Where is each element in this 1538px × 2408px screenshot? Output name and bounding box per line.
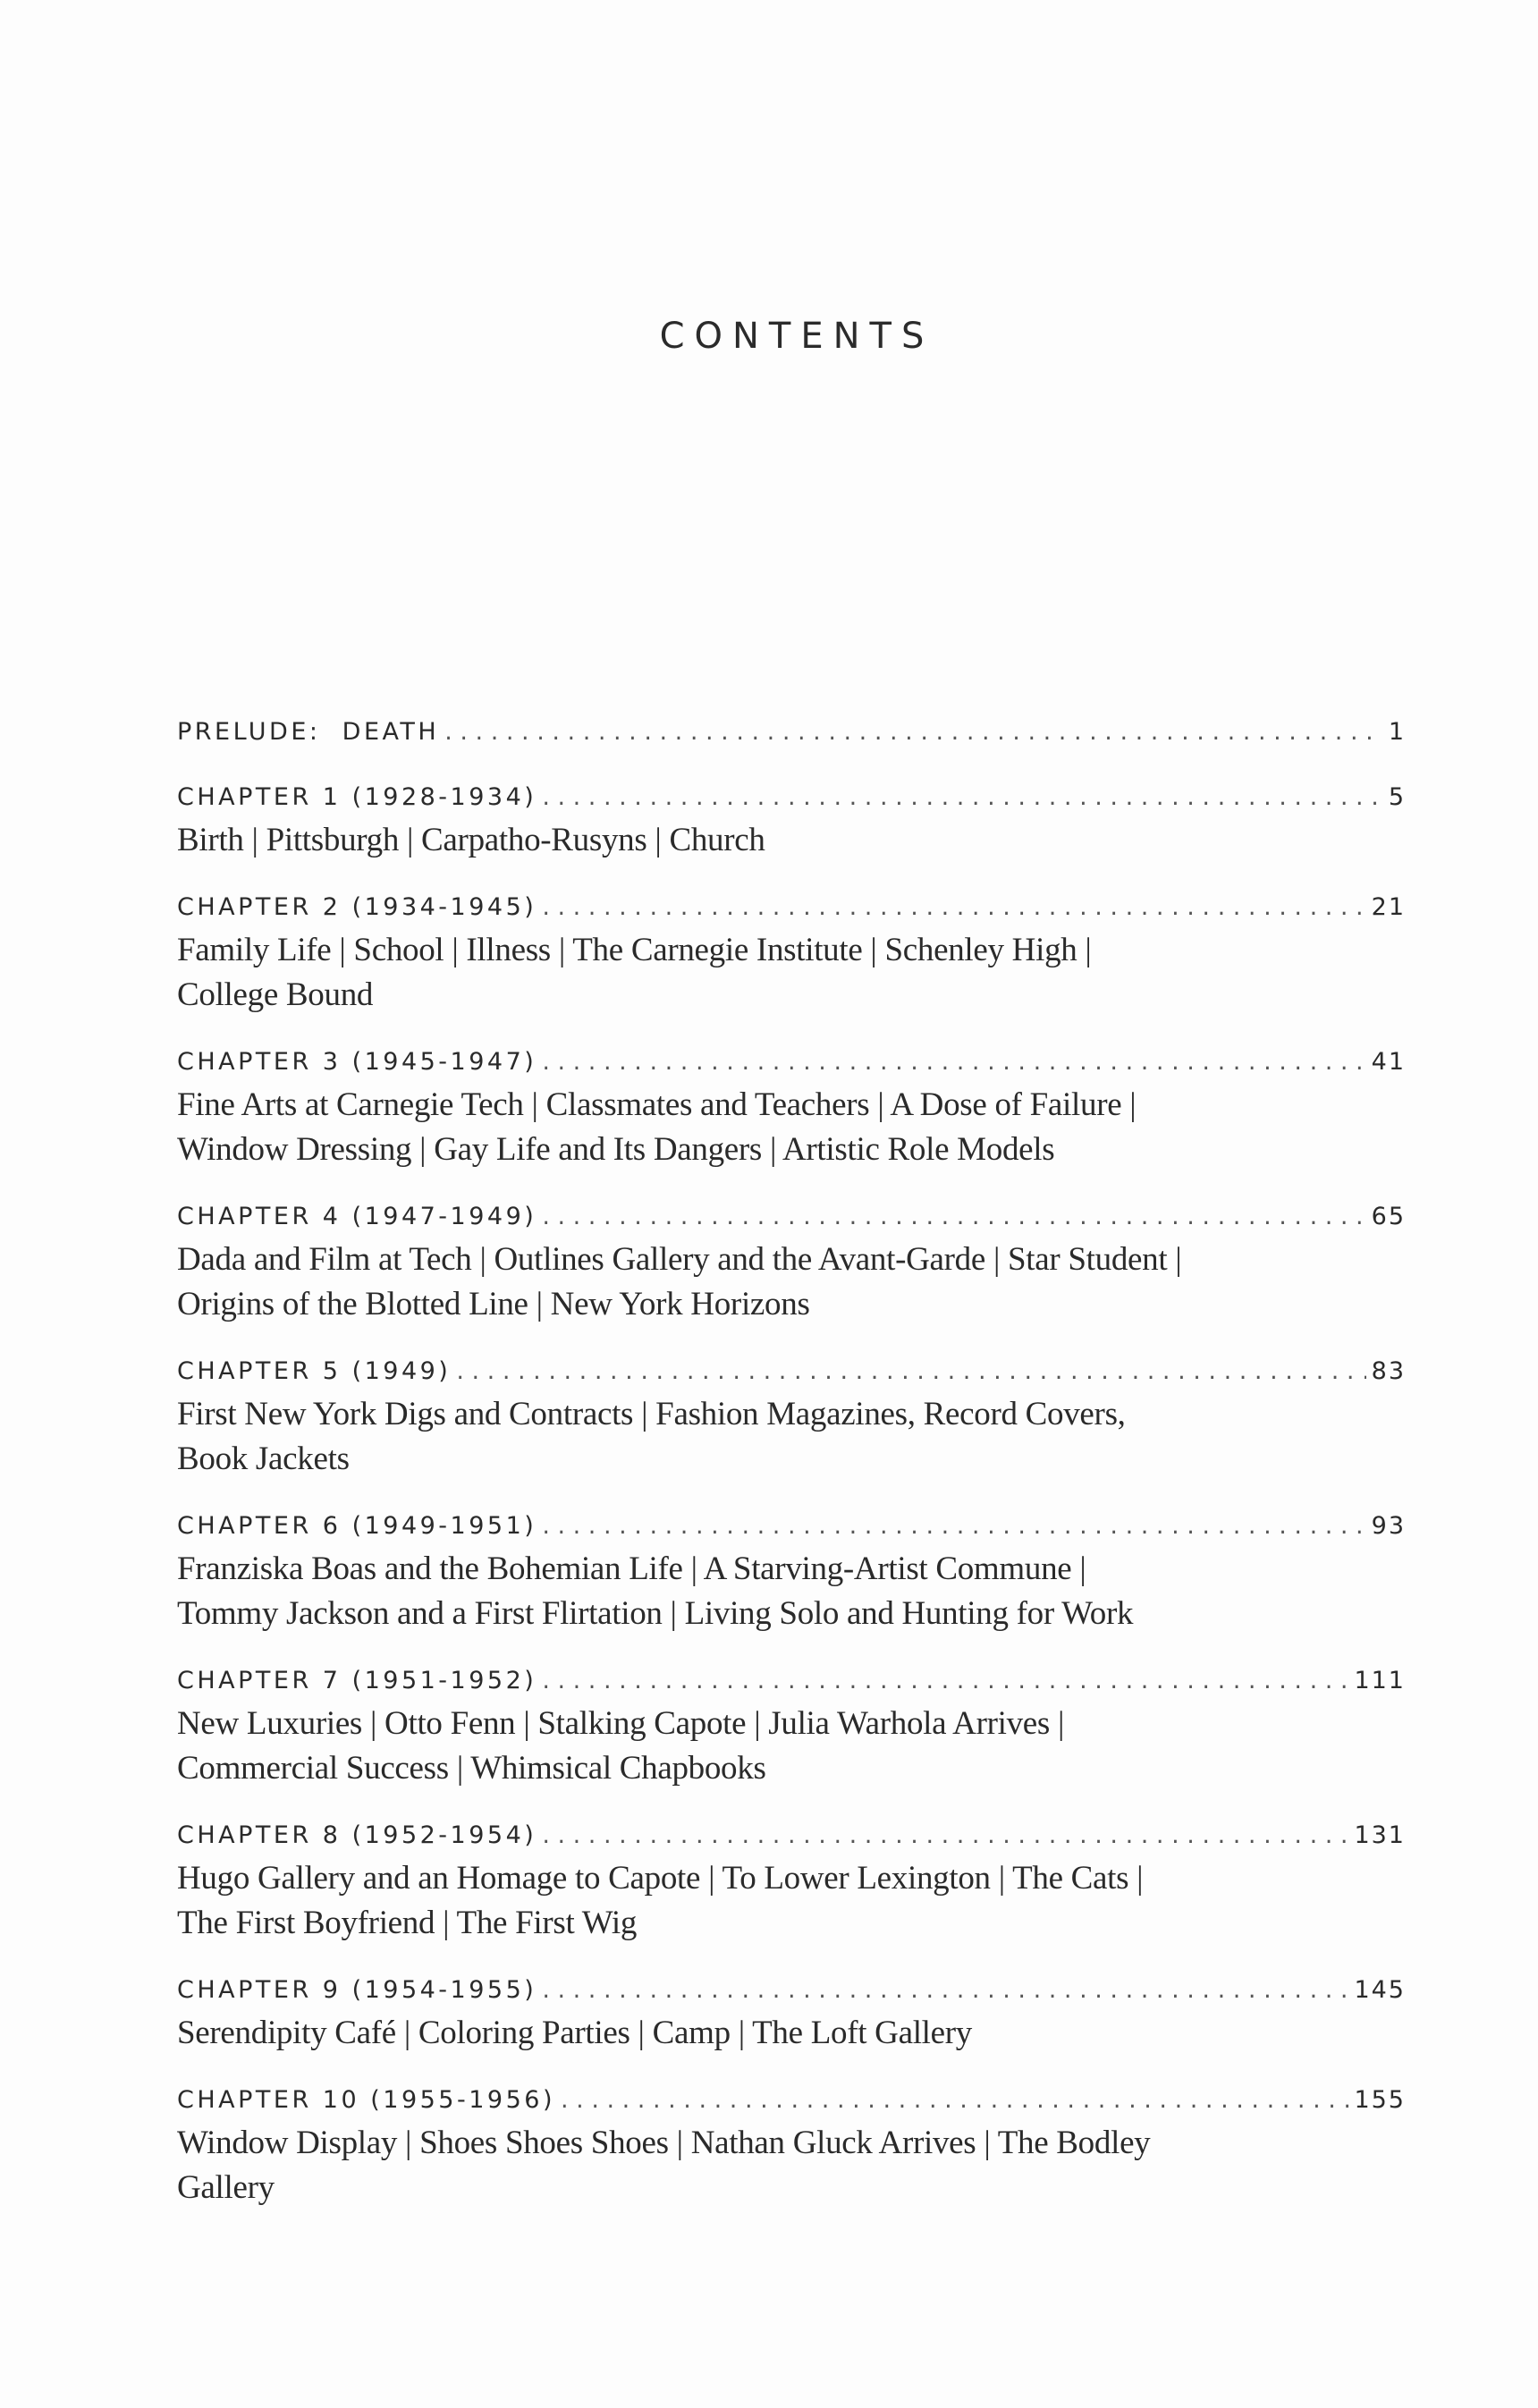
dot-leader xyxy=(542,887,1365,928)
page-number: 65 xyxy=(1371,1203,1406,1230)
chapter-topics: Window Dressing | Gay Life and Its Dangers | Artistic Role Models xyxy=(177,1131,1055,1168)
chapter-label: CHAPTER 9 (1954-1955) xyxy=(177,1976,537,2004)
chapter-topics: New Luxuries | Otto Fenn | Stalking Capote | Julia Warhola Arrives | xyxy=(177,1705,1065,1742)
chapter-topics: Dada and Film at Tech | Outlines Gallery and the Avant-Garde | Star Student | xyxy=(177,1241,1182,1278)
toc-entry xyxy=(177,1351,1406,1482)
chapter-label: CHAPTER 6 (1949-1951) xyxy=(177,1512,537,1540)
dot-leader xyxy=(561,2080,1348,2121)
chapter-topics: Family Life | School | Illness | The Carnegie Institute | Schenley High | xyxy=(177,932,1092,968)
dot-leader xyxy=(542,1196,1365,1238)
chapter-label: CHAPTER 7 (1951-1952) xyxy=(177,1667,537,1694)
dot-leader xyxy=(542,1660,1348,1702)
dot-leader xyxy=(542,777,1383,818)
toc-heading[interactable] xyxy=(177,2080,1406,2121)
toc-entry xyxy=(177,1196,1406,1327)
page-number: 41 xyxy=(1371,1048,1406,1076)
chapter-topics: Window Display | Shoes Shoes Shoes | Nathan Gluck Arrives | The Bodley xyxy=(177,2125,1151,2161)
toc-heading[interactable] xyxy=(177,1970,1406,2011)
toc-heading[interactable] xyxy=(177,1196,1406,1238)
chapter-topics: Hugo Gallery and an Homage to Capote | To Lower Lexington | The Cats | xyxy=(177,1860,1144,1897)
chapter-label: CHAPTER 2 (1934-1945) xyxy=(177,893,537,921)
chapter-topics: Franziska Boas and the Bohemian Life | A Starving-Artist Commune | xyxy=(177,1550,1086,1587)
toc-entry xyxy=(177,1970,1406,2056)
chapter-topics: Book Jackets xyxy=(177,1441,350,1477)
chapter-label: CHAPTER 4 (1947-1949) xyxy=(177,1203,537,1230)
toc-heading[interactable] xyxy=(177,887,1406,928)
chapter-label: CHAPTER 3 (1945-1947) xyxy=(177,1048,537,1076)
page-number: 5 xyxy=(1388,783,1406,811)
chapter-topics: Tommy Jackson and a First Flirtation | Living Solo and Hunting for Work xyxy=(177,1595,1134,1632)
toc-entry xyxy=(177,1506,1406,1636)
chapter-topics: The First Boyfriend | The First Wig xyxy=(177,1905,638,1941)
toc-entry xyxy=(177,1660,1406,1791)
toc-entry xyxy=(177,1042,1406,1172)
page-number: 111 xyxy=(1354,1667,1406,1694)
dot-leader xyxy=(456,1351,1365,1392)
chapter-topics: Serendipity Café | Coloring Parties | Camp | The Loft Gallery xyxy=(177,2015,972,2051)
page-number: 1 xyxy=(1388,718,1406,746)
page-number: 93 xyxy=(1371,1512,1406,1540)
chapter-label: CHAPTER 8 (1952-1954) xyxy=(177,1821,537,1849)
toc-entry xyxy=(177,2080,1406,2210)
toc-entry xyxy=(177,712,1406,753)
dot-leader xyxy=(444,712,1383,753)
toc-heading[interactable] xyxy=(177,777,1406,818)
toc-heading[interactable] xyxy=(177,1815,1406,1856)
dot-leader xyxy=(542,1815,1348,1856)
toc-heading[interactable] xyxy=(177,712,1406,753)
chapter-label: CHAPTER 10 (1955-1956) xyxy=(177,2086,555,2114)
chapter-topics: Fine Arts at Carnegie Tech | Classmates and Teachers | A Dose of Failure | xyxy=(177,1086,1137,1123)
toc-heading[interactable] xyxy=(177,1660,1406,1702)
chapter-topics: Commercial Success | Whimsical Chapbooks xyxy=(177,1750,766,1787)
page-number: 83 xyxy=(1371,1357,1406,1385)
toc-entry xyxy=(177,1815,1406,1946)
toc-entry xyxy=(177,777,1406,863)
toc-entry xyxy=(177,887,1406,1018)
dot-leader xyxy=(542,1970,1348,2011)
chapter-topics: Gallery xyxy=(177,2169,275,2206)
dot-leader xyxy=(542,1506,1365,1547)
toc-heading[interactable] xyxy=(177,1042,1406,1083)
chapter-label: CHAPTER 1 (1928-1934) xyxy=(177,783,537,811)
chapter-label: CHAPTER 5 (1949) xyxy=(177,1357,452,1385)
dot-leader xyxy=(542,1042,1365,1083)
table-of-contents xyxy=(177,712,1406,2235)
page-number: 145 xyxy=(1354,1976,1406,2004)
toc-heading[interactable] xyxy=(177,1506,1406,1547)
page-number: 21 xyxy=(1371,893,1406,921)
chapter-topics: Birth | Pittsburgh | Carpatho-Rusyns | Church xyxy=(177,822,765,858)
page-number: 155 xyxy=(1354,2086,1406,2114)
chapter-topics: Origins of the Blotted Line | New York Horizons xyxy=(177,1286,810,1322)
chapter-topics: College Bound xyxy=(177,976,374,1013)
page-number: 131 xyxy=(1354,1821,1406,1849)
toc-heading[interactable] xyxy=(177,1351,1406,1392)
page-title: CONTENTS xyxy=(659,315,934,357)
chapter-label: PRELUDE: DEATH xyxy=(177,718,440,746)
chapter-topics: First New York Digs and Contracts | Fashion Magazines, Record Covers, xyxy=(177,1396,1126,1432)
